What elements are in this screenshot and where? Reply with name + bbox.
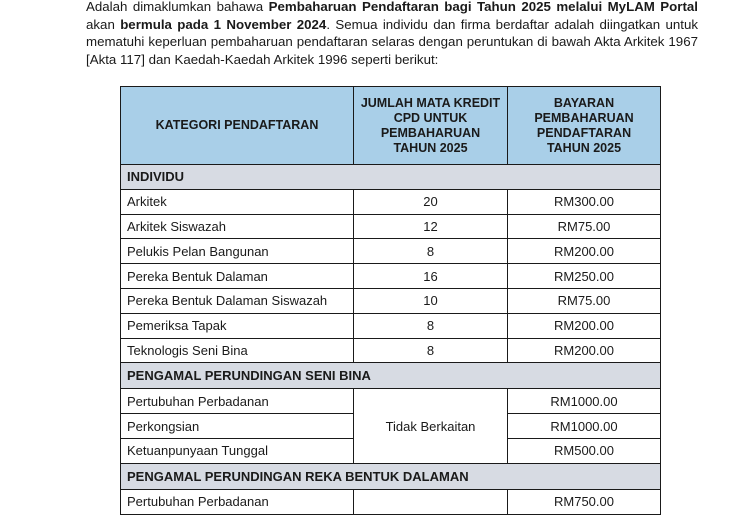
intro-paragraph — [86, 0, 698, 68]
renewal-fee: RM750.00 — [508, 489, 661, 514]
table-row — [121, 288, 661, 313]
category-name: Pertubuhan Perbadanan — [121, 489, 354, 514]
cpd-credits: 16 — [354, 264, 508, 289]
cpd-not-applicable: Tidak Berkaitan — [354, 389, 508, 463]
renewal-fee: RM1000.00 — [508, 414, 661, 439]
cpd-credits: 10 — [354, 288, 508, 313]
table-row — [121, 489, 661, 514]
category-name: Teknologis Seni Bina — [121, 338, 354, 363]
category-name: Perkongsian — [121, 414, 354, 439]
intro-bold-2: bermula pada 1 November 2024 — [120, 16, 327, 32]
renewal-fee: RM200.00 — [508, 338, 661, 363]
cpd-credits: 12 — [354, 214, 508, 239]
category-name: Pereka Bentuk Dalaman Siswazah — [121, 288, 354, 313]
renewal-fee: RM1000.00 — [508, 389, 661, 414]
intro-text-3: . Semua individu dan firma berdaftar adalah diingatkan untuk mematuhi keperluan pembaharuan pendaftaran selaras dengan peruntukan di bawah Akta Arkitek 1967 [Akta 117] dan Kaedah-Kaedah Arkitek 1996 seperti berikut: — [86, 16, 699, 67]
header-cpd-credits: JUMLAH MATA KREDIT CPD UNTUK PEMBAHARUAN TAHUN 2025 — [354, 87, 508, 165]
section-title: PENGAMAL PERUNDINGAN SENI BINA — [121, 363, 661, 389]
section-row-individu — [121, 165, 661, 190]
renewal-fee: RM250.00 — [508, 264, 661, 289]
cpd-credits: 8 — [354, 239, 508, 264]
intro-text-1: Adalah dimaklumkan bahawa — [86, 0, 269, 14]
cpd-credits: 8 — [354, 338, 508, 363]
category-name: Pertubuhan Perbadanan — [121, 389, 354, 414]
renewal-fee: RM75.00 — [508, 214, 661, 239]
section-row-seni-bina — [121, 363, 661, 389]
section-title: PENGAMAL PERUNDINGAN REKA BENTUK DALAMAN — [121, 463, 661, 489]
category-name: Pemeriksa Tapak — [121, 313, 354, 338]
intro-bold-1: Pembaharuan Pendaftaran bagi Tahun 2025 melalui MyLAM Portal — [268, 0, 698, 14]
category-name: Pereka Bentuk Dalaman — [121, 264, 354, 289]
table-row — [121, 239, 661, 264]
section-row-reka-bentuk-dalaman — [121, 463, 661, 489]
table-row — [121, 214, 661, 239]
cpd-credits — [354, 489, 508, 514]
intro-text-2: akan — [86, 16, 121, 32]
table-header-row — [121, 87, 661, 165]
renewal-fee: RM200.00 — [508, 313, 661, 338]
table-row — [121, 313, 661, 338]
category-name: Arkitek Siswazah — [121, 214, 354, 239]
cpd-credits: 20 — [354, 189, 508, 214]
category-name: Pelukis Pelan Bangunan — [121, 239, 354, 264]
renewal-fee: RM75.00 — [508, 288, 661, 313]
renewal-fee: RM300.00 — [508, 189, 661, 214]
cpd-credits: 8 — [354, 313, 508, 338]
registration-fee-table — [120, 86, 661, 515]
category-name: Arkitek — [121, 189, 354, 214]
table-row — [121, 338, 661, 363]
renewal-fee: RM500.00 — [508, 438, 661, 463]
table-row — [121, 189, 661, 214]
header-renewal-fee: BAYARAN PEMBAHARUAN PENDAFTARAN TAHUN 2025 — [508, 87, 661, 165]
table-row — [121, 389, 661, 414]
renewal-fee: RM200.00 — [508, 239, 661, 264]
category-name: Ketuanpunyaan Tunggal — [121, 438, 354, 463]
table-row — [121, 264, 661, 289]
header-category: KATEGORI PENDAFTARAN — [121, 87, 354, 165]
section-title: INDIVIDU — [121, 165, 661, 190]
